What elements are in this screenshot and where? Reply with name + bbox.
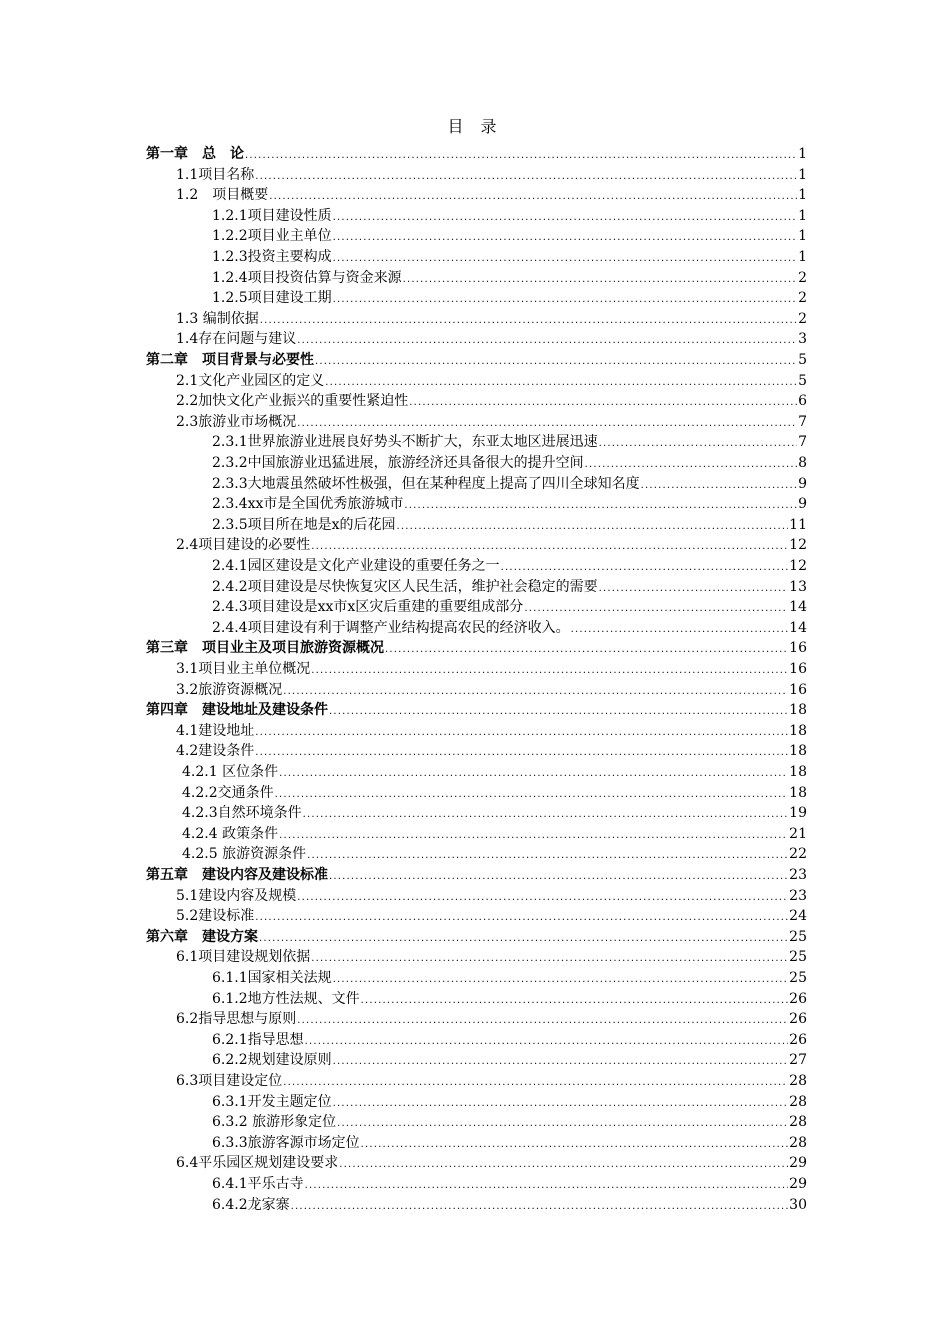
toc-entry-text: 第三章 项目业主及项目旅游资源概况 — [146, 640, 384, 657]
toc-dot-leader — [283, 682, 788, 703]
toc-dot-leader — [259, 929, 788, 950]
toc-entry-page-number: 30 — [789, 1196, 807, 1213]
toc-entry-text: 第一章 总 论 — [146, 146, 244, 162]
toc-entry-text: 6.4.2龙家寨 — [212, 1196, 290, 1213]
toc-entry-page-number: 9 — [798, 496, 807, 513]
toc-dot-leader — [333, 290, 797, 311]
toc-dot-leader — [524, 599, 788, 620]
toc-dot-leader — [333, 1094, 789, 1115]
toc-entry-page-number: 26 — [789, 1011, 807, 1028]
toc-entry[interactable] — [0, 432, 807, 453]
toc-dot-leader — [279, 764, 788, 785]
toc-entry[interactable] — [0, 268, 807, 289]
toc-entry[interactable] — [0, 906, 807, 927]
toc-entry-page-number: 22 — [789, 846, 807, 863]
toc-entry-page-number: 14 — [789, 599, 807, 616]
toc-dot-leader — [297, 331, 797, 352]
toc-entry-page-number: 28 — [789, 1073, 807, 1089]
toc-entry-text: 3.1项目业主单位概况 — [176, 661, 311, 677]
toc-dot-leader — [315, 352, 797, 373]
toc-entry-page-number: 11 — [789, 516, 807, 533]
toc-entry-text: 6.2.2规划建设原则 — [212, 1052, 332, 1069]
toc-entry-page-number: 5 — [798, 352, 807, 368]
toc-dot-leader — [339, 1155, 788, 1176]
toc-entry[interactable] — [0, 185, 807, 206]
toc-entry-page-number: 1 — [798, 166, 807, 183]
toc-dot-leader — [403, 270, 797, 291]
toc-dot-leader — [404, 496, 797, 517]
toc-entry-text: 1.4存在问题与建议 — [176, 331, 297, 348]
toc-entry[interactable] — [0, 1009, 807, 1030]
toc-entry-page-number: 21 — [789, 825, 807, 842]
toc-entry-page-number: 12 — [789, 558, 807, 574]
toc-entry-page-number: 18 — [789, 743, 807, 760]
toc-entry-page-number: 27 — [789, 1052, 807, 1069]
toc-entry-text: 4.2.2交通条件 — [182, 784, 274, 801]
toc-entry-text: 2.3.4xx市是全国优秀旅游城市 — [212, 496, 404, 513]
toc-dot-leader — [255, 908, 788, 929]
toc-entry-text: 4.2.5 旅游资源条件 — [182, 846, 307, 863]
toc-entry-page-number: 2 — [798, 310, 807, 327]
toc-entry-page-number: 1 — [798, 187, 807, 204]
toc-entry[interactable] — [0, 247, 807, 268]
toc-entry-text: 6.4平乐园区规划建设要求 — [176, 1155, 339, 1172]
toc-entry-text: 5.1建设内容及规模 — [176, 887, 297, 904]
toc-entry-text: 2.3.2中国旅游业迅猛进展，旅游经济还具备很大的提升空间 — [212, 455, 584, 471]
toc-entry[interactable] — [0, 412, 807, 433]
toc-dot-leader — [337, 1114, 788, 1135]
toc-entry-page-number: 1 — [798, 207, 807, 224]
toc-entry-page-number: 1 — [798, 146, 807, 162]
toc-entry[interactable] — [0, 1133, 807, 1154]
toc-entry-text: 6.2.1指导思想 — [212, 1031, 304, 1048]
toc-dot-leader — [245, 146, 797, 167]
toc-dot-leader — [297, 414, 797, 435]
toc-entry-page-number: 18 — [789, 702, 807, 719]
toc-dot-leader — [311, 537, 788, 558]
toc-dot-leader — [571, 620, 789, 641]
toc-entry[interactable] — [0, 1153, 807, 1174]
toc-entry-text: 第四章 建设地址及建设条件 — [146, 702, 328, 719]
toc-dot-leader — [361, 991, 789, 1012]
toc-entry-text: 1.2.1项目建设性质 — [212, 207, 332, 224]
toc-entry[interactable] — [0, 989, 807, 1010]
toc-dot-leader — [255, 743, 788, 764]
toc-entry[interactable] — [0, 494, 807, 515]
toc-entry-page-number: 24 — [789, 908, 807, 925]
toc-entry[interactable] — [0, 535, 807, 556]
toc-dot-leader — [260, 311, 797, 332]
toc-entry-text: 第六章 建设方案 — [146, 928, 258, 945]
toc-entry[interactable] — [0, 865, 807, 886]
toc-entry[interactable] — [0, 515, 807, 536]
toc-entry-page-number: 6 — [798, 393, 807, 410]
toc-entry-page-number: 2 — [798, 290, 807, 307]
toc-entry-page-number: 9 — [798, 475, 807, 492]
toc-entry-page-number: 18 — [789, 784, 807, 801]
toc-entry[interactable] — [0, 741, 807, 762]
toc-dot-leader — [385, 640, 788, 661]
toc-entry-text: 5.2建设标准 — [176, 908, 255, 925]
toc-entry[interactable] — [0, 144, 807, 165]
toc-entry[interactable] — [0, 556, 807, 577]
toc-dot-leader — [303, 805, 789, 826]
toc-entry-page-number: 7 — [798, 434, 807, 451]
toc-dot-leader — [333, 228, 797, 249]
toc-entry-text: 2.4.2项目建设是尽快恢复灾区人民生活，维护社会稳定的需要 — [212, 578, 598, 595]
toc-entry-page-number: 23 — [789, 887, 807, 904]
toc-dot-leader — [297, 888, 788, 909]
toc-entry[interactable] — [0, 226, 807, 247]
toc-entry-page-number: 25 — [789, 949, 807, 966]
toc-entry-text: 2.4.1园区建设是文化产业建设的重要任务之一 — [212, 558, 500, 574]
toc-entry-page-number: 16 — [789, 640, 807, 657]
toc-entry-text: 1.2.2项目业主单位 — [212, 228, 332, 245]
toc-entry[interactable] — [0, 927, 807, 948]
toc-entry-page-number: 13 — [789, 578, 807, 595]
toc-dot-leader — [275, 785, 789, 806]
toc-entry[interactable] — [0, 783, 807, 804]
toc-entry-text: 4.2.1 区位条件 — [182, 764, 279, 780]
toc-entry[interactable] — [0, 1174, 807, 1195]
toc-entry-text: 1.2 项目概要 — [176, 187, 269, 204]
toc-entry-page-number: 5 — [798, 372, 807, 389]
toc-entry[interactable] — [0, 762, 807, 783]
toc-entry-page-number: 18 — [789, 722, 807, 739]
toc-entry[interactable] — [0, 474, 807, 495]
toc-entry-page-number: 19 — [789, 805, 807, 822]
toc-entry-page-number: 16 — [789, 681, 807, 698]
toc-dot-leader — [283, 1073, 788, 1094]
toc-entry-page-number: 1 — [798, 228, 807, 245]
toc-entry-page-number: 28 — [789, 1114, 807, 1131]
toc-entry-text: 6.1.2地方性法规、文件 — [212, 990, 360, 1007]
toc-title: 目 录 — [447, 117, 503, 136]
toc-entry[interactable] — [0, 968, 807, 989]
toc-entry-text: 1.2.4项目投资估算与资金来源 — [212, 269, 402, 286]
toc-entry-text: 6.3项目建设定位 — [176, 1073, 283, 1089]
toc-entry-page-number: 2 — [798, 269, 807, 286]
toc-dot-leader — [325, 373, 797, 394]
toc-entry[interactable] — [0, 206, 807, 227]
toc-entry-text: 2.2加快文化产业振兴的重要性紧迫性 — [176, 393, 409, 410]
toc-entry-page-number: 23 — [789, 867, 807, 883]
toc-entry-text: 第五章 建设内容及建设标准 — [146, 867, 328, 883]
toc-entry[interactable] — [0, 618, 807, 639]
toc-entry[interactable] — [0, 824, 807, 845]
toc-dot-leader — [291, 1197, 789, 1218]
toc-entry-text: 4.2建设条件 — [176, 743, 255, 760]
toc-entry[interactable] — [0, 371, 807, 392]
toc-entry-text: 2.3.1世界旅游业进展良好势头不断扩大，东亚太地区进展迅速 — [212, 434, 598, 451]
toc-dot-leader — [501, 558, 789, 579]
toc-entry[interactable] — [0, 350, 807, 371]
toc-entry-text: 6.1.1国家相关法规 — [212, 970, 332, 986]
toc-entry[interactable] — [0, 309, 807, 330]
toc-dot-leader — [585, 455, 797, 476]
toc-dot-leader — [361, 1135, 789, 1156]
toc-entry-page-number: 12 — [789, 537, 807, 554]
toc-entry-page-number: 1 — [798, 249, 807, 265]
toc-entry-text: 6.3.2 旅游形象定位 — [212, 1114, 337, 1131]
toc-entry[interactable] — [0, 1050, 807, 1071]
toc-entry-text: 6.4.1平乐古寺 — [212, 1176, 304, 1192]
toc-dot-leader — [269, 187, 797, 208]
toc-entry-text: 1.3 编制依据 — [176, 310, 259, 327]
toc-entry-page-number: 25 — [789, 928, 807, 945]
toc-entry[interactable] — [0, 1071, 807, 1092]
toc-entry[interactable] — [0, 721, 807, 742]
toc-dot-leader — [333, 1052, 789, 1073]
toc-dot-leader — [305, 1176, 789, 1197]
toc-entry-page-number: 3 — [798, 331, 807, 348]
toc-dot-leader — [255, 167, 797, 188]
toc-entry-text: 2.3.3大地震虽然破坏性极强，但在某种程度上提高了四川全球知名度 — [212, 475, 640, 492]
toc-entry-text: 4.2.4 政策条件 — [182, 825, 279, 842]
toc-dot-leader — [641, 476, 797, 497]
toc-entry[interactable] — [0, 329, 807, 350]
toc-entry-text: 第二章 项目背景与必要性 — [146, 352, 314, 368]
toc-entry-text: 2.1文化产业园区的定义 — [176, 372, 325, 389]
toc-entry-page-number: 8 — [798, 455, 807, 471]
toc-entry-text: 6.1项目建设规划依据 — [176, 949, 311, 966]
toc-dot-leader — [311, 661, 788, 682]
toc-entry[interactable] — [0, 391, 807, 412]
toc-entry[interactable] — [0, 1195, 807, 1216]
toc-entry[interactable] — [0, 680, 807, 701]
toc-entry[interactable] — [0, 453, 807, 474]
toc-entry-page-number: 14 — [789, 619, 807, 636]
toc-entry[interactable] — [0, 638, 807, 659]
toc-dot-leader — [329, 702, 788, 723]
toc-entry-text: 1.1项目名称 — [176, 166, 255, 183]
toc-entry-page-number: 28 — [789, 1093, 807, 1110]
toc-entry-text: 6.3.3旅游客源市场定位 — [212, 1134, 360, 1151]
toc-entry-page-number: 29 — [789, 1176, 807, 1192]
toc-entry[interactable] — [0, 947, 807, 968]
toc-entry-text: 4.1建设地址 — [176, 722, 255, 739]
toc-entry-text: 1.2.3投资主要构成 — [212, 249, 332, 265]
toc-entry-text: 2.4.3项目建设是xx市x区灾后重建的重要组成部分 — [212, 599, 524, 616]
toc-entry-text: 6.2指导思想与原则 — [176, 1011, 297, 1028]
toc-entry[interactable] — [0, 1030, 807, 1051]
toc-dot-leader — [599, 579, 789, 600]
toc-entry-page-number: 18 — [789, 764, 807, 780]
toc-entry-page-number: 16 — [789, 661, 807, 677]
toc-dot-leader — [297, 1011, 788, 1032]
toc-entry-page-number: 29 — [789, 1155, 807, 1172]
toc-entry[interactable] — [0, 700, 807, 721]
toc-entry-text: 1.2.5项目建设工期 — [212, 290, 332, 307]
toc-entry-page-number: 28 — [789, 1134, 807, 1151]
toc-entry-page-number: 26 — [789, 1031, 807, 1048]
toc-entry-text: 3.2旅游资源概况 — [176, 681, 283, 698]
toc-entry-text: 2.3旅游业市场概况 — [176, 413, 297, 430]
toc-entry-text: 6.3.1开发主题定位 — [212, 1093, 332, 1110]
toc-dot-leader — [311, 949, 788, 970]
toc-dot-leader — [307, 846, 788, 867]
toc-dot-leader — [333, 249, 797, 270]
toc-entry[interactable] — [0, 659, 807, 680]
toc-entry-text: 4.2.3自然环境条件 — [182, 805, 302, 822]
toc-entry[interactable] — [0, 577, 807, 598]
toc-dot-leader — [329, 867, 788, 888]
toc-dot-leader — [599, 434, 797, 455]
toc-entry-page-number: 26 — [789, 990, 807, 1007]
toc-dot-leader — [397, 517, 789, 538]
toc-entry[interactable] — [0, 844, 807, 865]
toc-entry[interactable] — [0, 1092, 807, 1113]
toc-dot-leader — [333, 208, 797, 229]
toc-entry[interactable] — [0, 288, 807, 309]
toc-dot-leader — [409, 393, 797, 414]
toc-dot-leader — [255, 723, 788, 744]
toc-entry[interactable] — [0, 886, 807, 907]
toc-entry-text: 2.4.4项目建设有利于调整产业结构提高农民的经济收入。 — [212, 619, 570, 636]
toc-entry[interactable] — [0, 803, 807, 824]
toc-entry-page-number: 7 — [798, 413, 807, 430]
toc-entry-text: 2.4项目建设的必要性 — [176, 537, 311, 554]
toc-entry-page-number: 25 — [789, 970, 807, 986]
toc-dot-leader — [305, 1032, 789, 1053]
toc-entry[interactable] — [0, 597, 807, 618]
toc-entry[interactable] — [0, 165, 807, 186]
toc-entry[interactable] — [0, 1112, 807, 1133]
toc-dot-leader — [279, 826, 788, 847]
toc-entry-text: 2.3.5项目所在地是x的后花园 — [212, 516, 396, 533]
toc-dot-leader — [333, 970, 789, 991]
